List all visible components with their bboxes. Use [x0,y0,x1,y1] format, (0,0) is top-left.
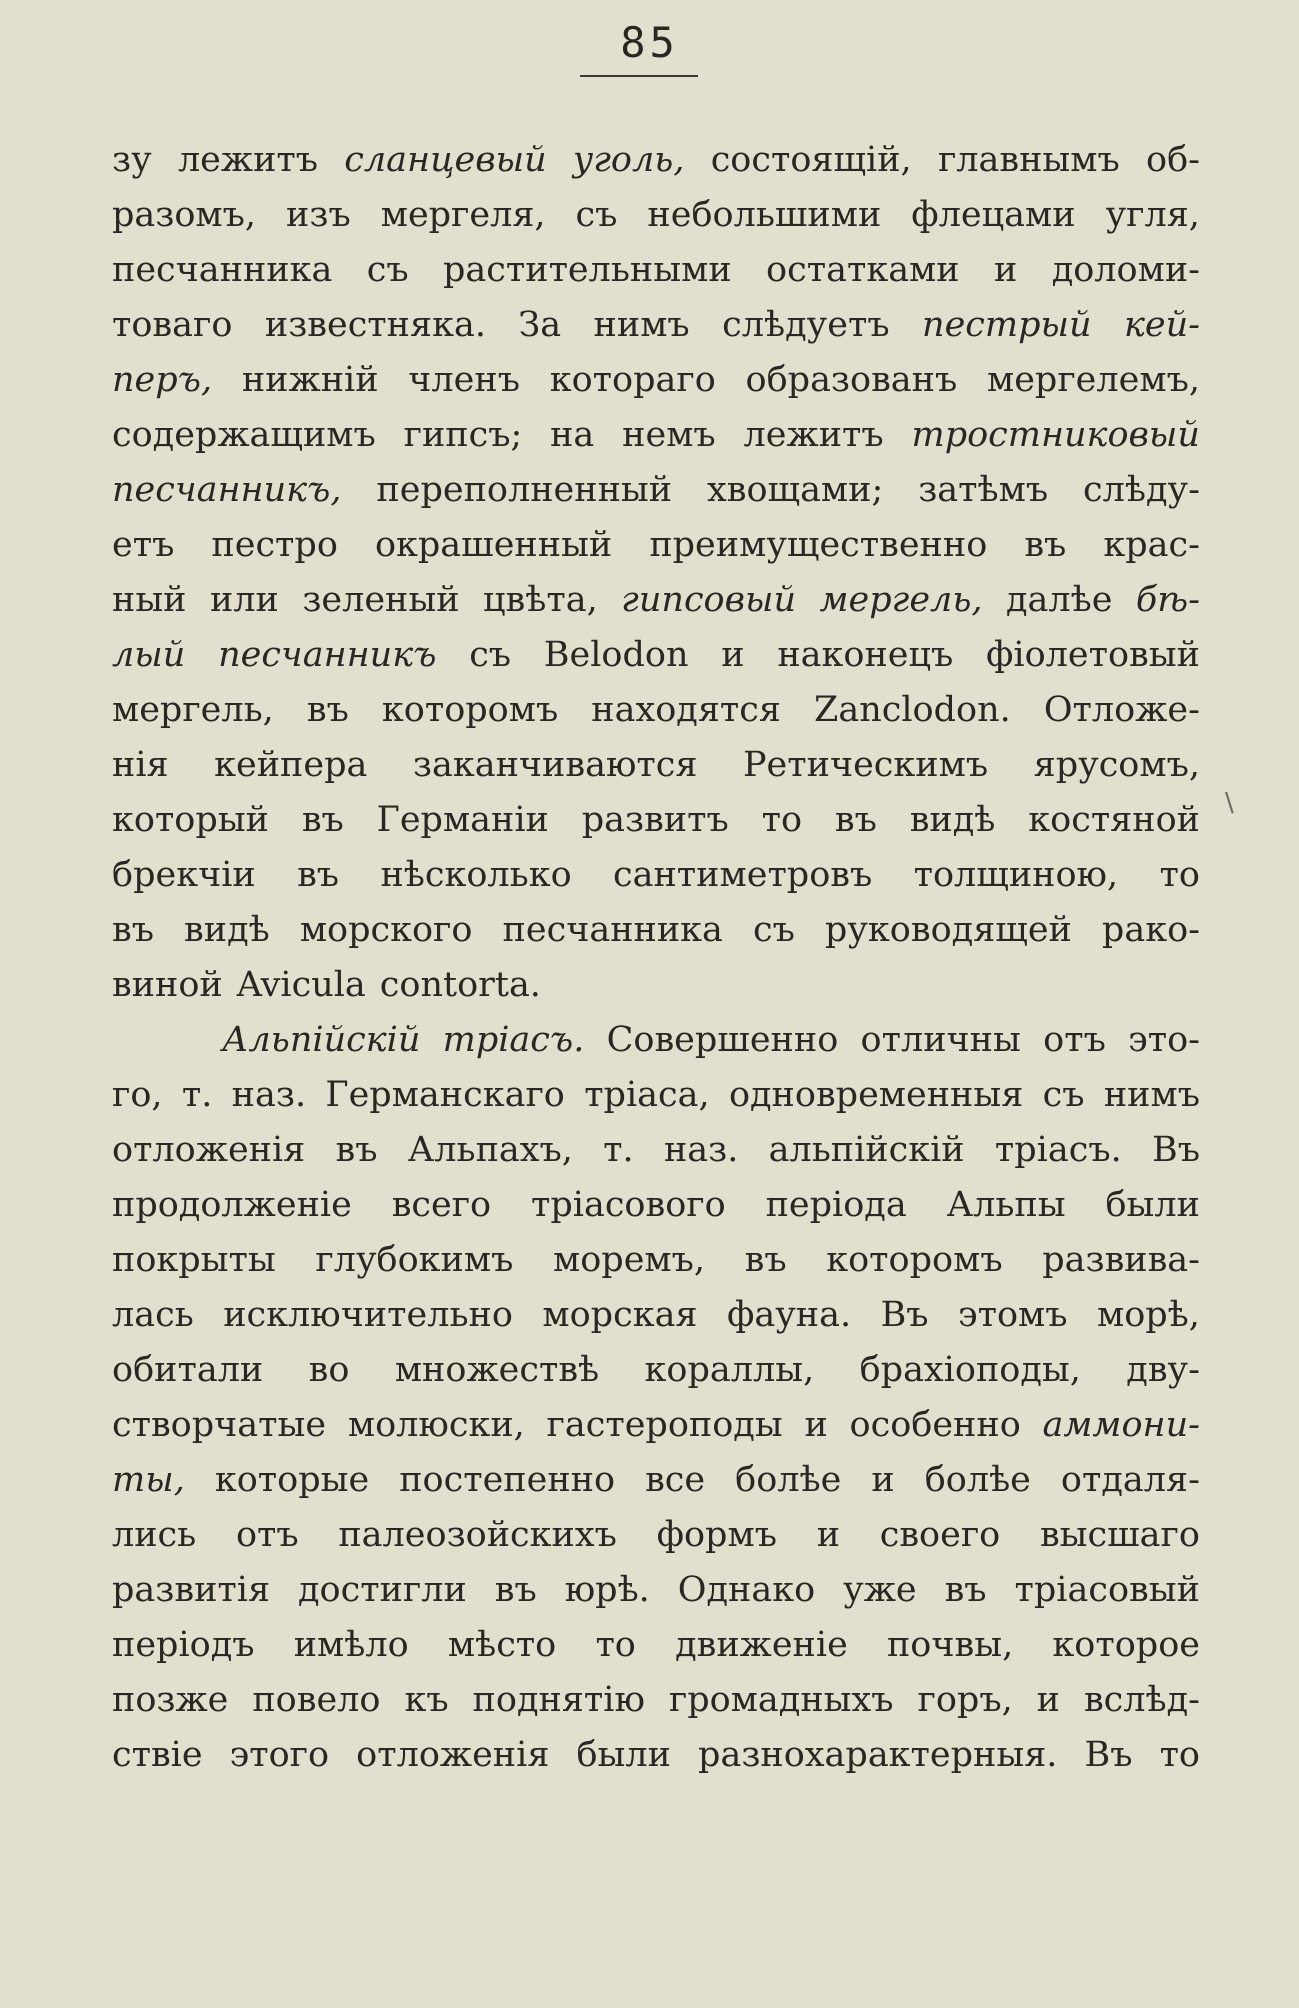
word: отложенія [112,1130,306,1170]
word: нимъ [593,305,690,345]
italic-word: гипсовый [621,580,797,620]
text-line [112,848,1200,903]
word: нѣсколько [380,855,572,895]
word: Avicula [236,965,366,1005]
word: изъ [286,195,351,235]
text-line [112,738,1200,793]
italic-word: аммони- [1042,1405,1200,1445]
word: всего [391,1185,492,1225]
word: отличны [860,1020,1021,1060]
word: наз. [663,1130,739,1170]
word: брахіоподы, [859,1350,1081,1390]
word: которомъ [381,690,559,730]
word: доломи- [1051,250,1200,290]
word: морская [542,1295,698,1335]
word: мергеля, [380,195,546,235]
word: сантиметровъ [613,855,873,895]
word: виной [112,965,223,1005]
word: и [1036,1680,1060,1720]
word: альпійскій [768,1130,965,1170]
text-line [112,1728,1200,1783]
word: наз. [231,1075,307,1115]
italic-word: уголь, [572,140,685,180]
word: хвощами; [707,470,884,510]
word: кейпера [214,745,368,785]
word: го, [112,1075,163,1115]
word: глубокимъ [315,1240,514,1280]
word: множествѣ [394,1350,600,1390]
italic-word: сланцевый [344,140,547,180]
italic-word: песчанникъ, [112,470,342,510]
word: За [518,305,562,345]
text-line [112,903,1200,958]
word: особенно [849,1405,1021,1445]
text-line [112,1343,1200,1398]
italic-word: Альпійскій [222,1020,421,1060]
word: видѣ [184,910,270,950]
word: и [993,250,1018,290]
word: въ [1024,525,1067,565]
word: брекчіи [112,855,256,895]
word: въ [744,1240,787,1280]
word: движеніе [675,1625,848,1665]
word: которые [214,1460,370,1500]
italic-word: песчанникъ [218,635,437,675]
word: повело [252,1680,381,1720]
word: постепенно [399,1460,616,1500]
word: лись [112,1515,197,1555]
italic-word: ты, [112,1460,185,1500]
word: contorta. [379,965,541,1005]
word: мергелемъ, [987,360,1200,400]
word: тріасъ. [994,1130,1122,1170]
text-line [112,518,1200,573]
word: отдаля- [1060,1460,1200,1500]
word: морѣ, [1096,1295,1200,1335]
word: въ [944,1570,987,1610]
word: исключительно [223,1295,513,1335]
italic-word: перъ, [112,360,213,400]
word: палеозойскихъ [338,1515,617,1555]
word: и [871,1460,895,1500]
word: слѣдуетъ [722,305,890,345]
word: растительными [443,250,732,290]
italic-word: пестрый [922,305,1092,345]
word: руководящей [824,910,1072,950]
text-line [112,133,1200,188]
text-line [112,683,1200,738]
italic-word: кей- [1124,305,1200,345]
text-line [112,1068,1200,1123]
word: ствіе [112,1735,203,1775]
text-line [112,408,1200,463]
word: въ [297,855,340,895]
word: то [761,800,803,840]
word: то [1159,855,1200,895]
word: зеленый [302,580,460,620]
word: Belodon [543,635,689,675]
word: т. [603,1130,634,1170]
text-line [112,1123,1200,1178]
word: дву- [1126,1350,1200,1390]
word: съ [469,635,512,675]
word: Въ [1084,1735,1133,1775]
word: съ [752,910,795,950]
text-line [112,1618,1200,1673]
word: и [816,1515,841,1555]
word: лежитъ [177,140,319,180]
word: уже [843,1570,917,1610]
word: гипсъ; [403,415,523,455]
word: тріасовый [1014,1570,1200,1610]
word: болѣе [924,1460,1031,1500]
text-line [112,463,1200,518]
word: поднятію [472,1680,645,1720]
word: моремъ, [553,1240,706,1280]
word: болѣе [735,1460,842,1500]
text-line [112,1288,1200,1343]
word: переполненный [376,470,673,510]
word: періода [765,1185,907,1225]
word: періодъ [112,1625,255,1665]
word: створчатые [112,1405,327,1445]
word: Германскаго [325,1075,565,1115]
text-line [112,1178,1200,1233]
word: разнохарактерныя. [698,1735,1058,1775]
italic-word: бѣ- [1135,580,1200,620]
word: песчанника [112,250,333,290]
word: это- [1128,1020,1200,1060]
word: мѣсто [447,1625,557,1665]
word: слѣду- [1083,470,1200,510]
word: фіолетовый [986,635,1200,675]
word: почвы, [886,1625,1014,1665]
word: въ [335,1130,378,1170]
word: молюски, [347,1405,525,1445]
text-line [112,1673,1200,1728]
word: нія [112,745,169,785]
word: заканчиваются [412,745,698,785]
word: которое [1052,1625,1200,1665]
word: наконецъ [777,635,954,675]
word: преимущественно [649,525,988,565]
word: состоящій, [710,140,912,180]
word: были [576,1735,671,1775]
word: образованъ [745,360,958,400]
word: позже [112,1680,229,1720]
text-line [112,958,1200,1013]
word: лась [112,1295,194,1335]
text-line [112,298,1200,353]
word: отъ [235,1515,299,1555]
word: обитали [112,1350,264,1390]
word: громадныхъ [668,1680,894,1720]
italic-word: мергель, [819,580,983,620]
word: и [804,1405,828,1445]
word: съ [366,250,409,290]
word: находятся [591,690,781,730]
word: лежитъ [743,415,884,455]
word: которомъ [826,1240,1003,1280]
text-line [112,628,1200,683]
word: своего [879,1515,1001,1555]
word: достигли [297,1570,467,1610]
word: въ [112,910,154,950]
italic-word: тріасъ. [442,1020,585,1060]
word: известняка. [264,305,486,345]
header-rule [580,75,698,77]
word: формъ [656,1515,777,1555]
word: Германіи [376,800,549,840]
word: главнымъ [937,140,1120,180]
word: Въ [1152,1130,1200,1170]
margin-mark: \ [1225,788,1234,818]
body-text [112,133,1200,1783]
text-line [112,1233,1200,1288]
word: этомъ [958,1295,1068,1335]
word: вслѣд- [1083,1680,1200,1720]
word: Въ [880,1295,929,1335]
word: покрыты [112,1240,276,1280]
word: зу [112,140,152,180]
word: ярусомъ, [1033,745,1200,785]
word: высшаго [1039,1515,1200,1555]
word: т. [181,1075,213,1115]
word: об- [1146,140,1200,180]
text-line [112,793,1200,848]
word: Однако [677,1570,816,1610]
word: окрашенный [374,525,613,565]
word: который [112,800,269,840]
word: то [1159,1735,1200,1775]
text-line [112,188,1200,243]
word: Совершенно [606,1020,839,1060]
text-line [112,1398,1200,1453]
word: товаго [112,305,233,345]
word: немъ [622,415,716,455]
word: все [645,1460,706,1500]
word: въ [306,690,349,730]
text-line [112,243,1200,298]
word: Zanclodon. [814,690,1011,730]
word: цвѣта, [483,580,598,620]
italic-word: тростниковый [911,415,1200,455]
word: содержащимъ [112,415,376,455]
word: то [595,1625,636,1665]
word: были [1105,1185,1200,1225]
word: разомъ, [112,195,257,235]
word: угля, [1105,195,1200,235]
page-number: 85 [620,18,679,67]
word: Альпахъ, [407,1130,573,1170]
word: песчанника [502,910,723,950]
word: во [308,1350,350,1390]
word: ный [112,580,187,620]
word: видѣ [909,800,996,840]
word: юрѣ. [564,1570,650,1610]
word: развитія [112,1570,271,1610]
word: отъ [1043,1020,1106,1060]
word: рако- [1101,910,1200,950]
word: Альпы [946,1185,1066,1225]
word: съ [575,195,618,235]
text-line [112,1563,1200,1618]
text-line [112,1508,1200,1563]
word: мергель, [112,690,274,730]
word: одновременныя [728,1075,1024,1115]
word: имѣло [293,1625,409,1665]
text-line [112,353,1200,408]
word: етъ [112,525,175,565]
word: небольшими [647,195,882,235]
word: кораллы, [644,1350,815,1390]
text-line [112,1013,1200,1068]
word: этого [229,1735,330,1775]
word: съ [1042,1075,1085,1115]
word: горъ, [917,1680,1013,1720]
word: крас- [1103,525,1200,565]
word: или [209,580,279,620]
text-line [112,573,1200,628]
word: членъ [408,360,520,400]
word: котораго [549,360,716,400]
word: гастероподы [546,1405,783,1445]
word: остатками [766,250,960,290]
word: нимъ [1103,1075,1200,1115]
word: тріаса, [584,1075,710,1115]
word: развива- [1042,1240,1200,1280]
word: продолженіе [112,1185,352,1225]
word: Ретическимъ [742,745,989,785]
word: въ [301,800,344,840]
word: Отложе- [1043,690,1200,730]
word: и [721,635,745,675]
word: на [550,415,595,455]
word: въ [494,1570,537,1610]
word: нижній [241,360,379,400]
italic-word: лый [112,635,186,675]
word: затѣмъ [918,470,1049,510]
word: къ [404,1680,449,1720]
word: въ [834,800,877,840]
text-line [112,1453,1200,1508]
word: отложенія [356,1735,550,1775]
word: развитъ [581,800,729,840]
word: флецами [911,195,1076,235]
word: фауна. [726,1295,852,1335]
word: костяной [1028,800,1200,840]
word: тріасового [531,1185,726,1225]
word: морского [299,910,473,950]
word: далѣе [1005,580,1113,620]
word: толщиною, [913,855,1119,895]
word: пестро [211,525,338,565]
